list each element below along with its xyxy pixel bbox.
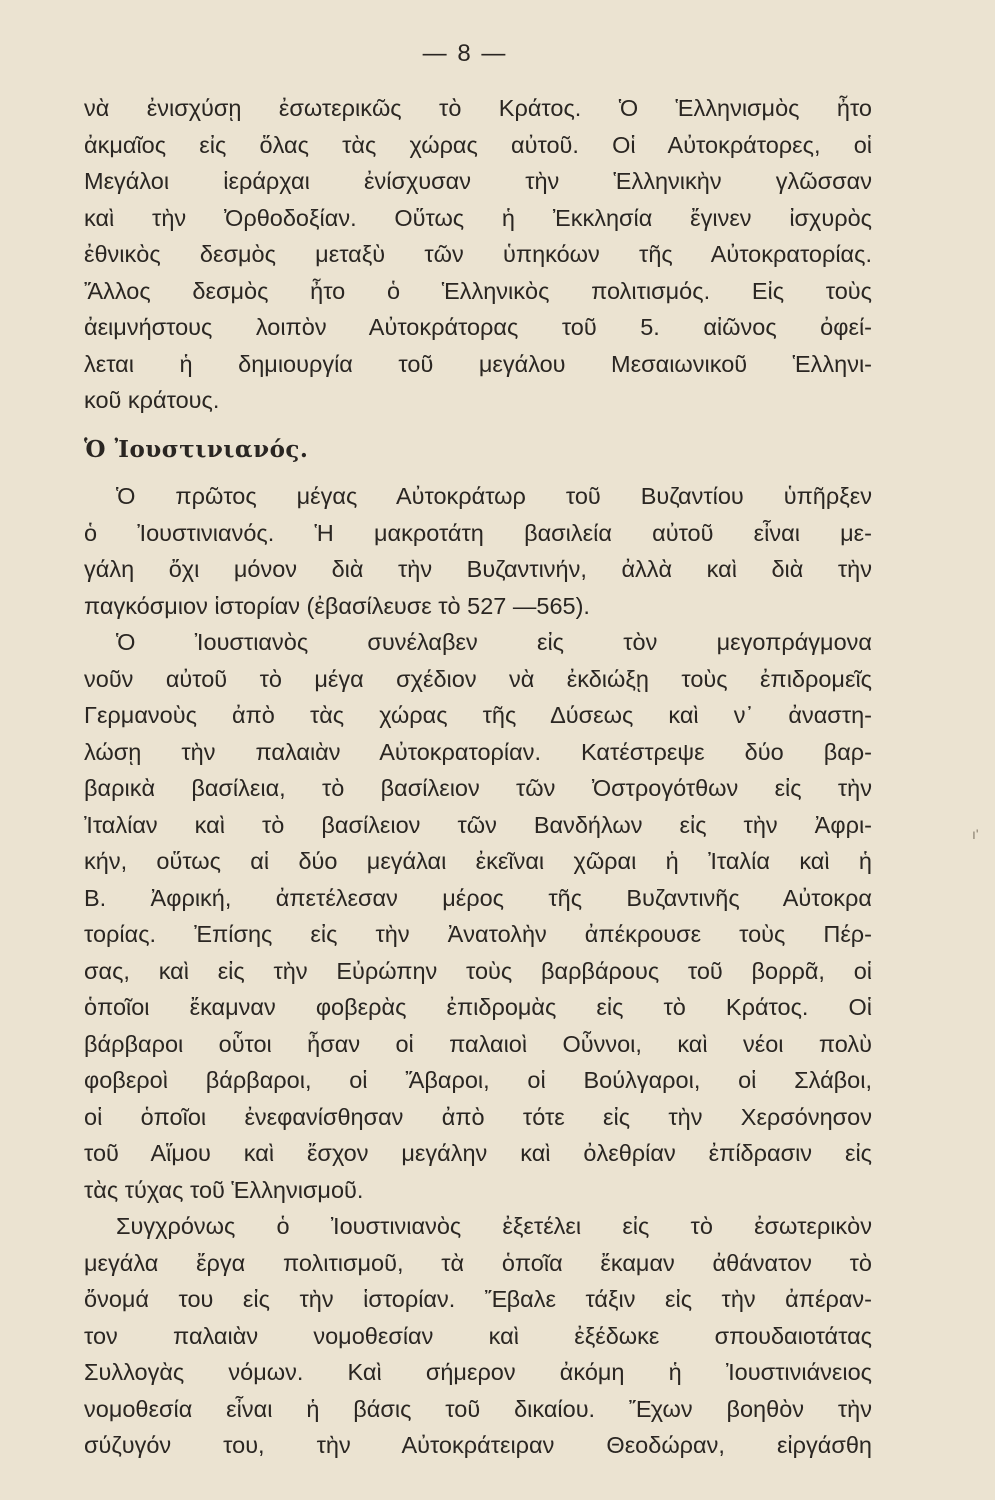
text-line: βαρικὰ βασίλεια, τὸ βασίλειον τῶν Ὀστρογότθων εἰς τὴν <box>84 775 872 801</box>
text-line: Μεγάλοι ἱεράρχαι ἐνίσχυσαν τὴν Ἑλληνικὴν γλῶσσαν <box>84 168 872 194</box>
text-line: Ἰταλίαν καὶ τὸ βασίλειον τῶν Βανδήλων εἰς τὴν Ἀφρι- <box>84 811 872 838</box>
text-line: νομοθεσία εἶναι ἡ βάσις τοῦ δικαίου. Ἔχων βοηθὸν τὴν <box>84 1395 872 1422</box>
paragraph-2 <box>84 478 872 624</box>
text-line: νοῦν αὐτοῦ τὸ μέγα σχέδιον νὰ ἐκδιώξῃ τοὺς ἐπιδρομεῖς <box>84 665 872 692</box>
text-line: οἱ ὁποῖοι ἐνεφανίσθησαν ἀπὸ τότε εἰς τὴν Χερσόνησον <box>84 1103 872 1130</box>
text-line: βάρβαροι οὗτοι ἦσαν οἱ παλαιοὶ Οὖννοι, καὶ νέοι πολὺ <box>84 1030 872 1057</box>
text-line: ὁποῖοι ἔκαμναν φοβερὰς ἐπιδρομὰς εἰς τὸ Κράτος. Οἱ <box>84 994 872 1020</box>
text-line: ἀειμνήστους λοιπὸν Αὐτοκράτορας τοῦ 5. αἰῶνος ὀφεί- <box>84 314 872 340</box>
text-line: τορίας. Ἐπίσης εἰς τὴν Ἀνατολὴν ἀπέκρουσε τοὺς Πέρ- <box>84 921 872 947</box>
text-line: Συγχρόνως ὁ Ἰουστινιανὸς ἐξετέλει εἰς τὸ ἐσωτερικὸν <box>116 1213 872 1239</box>
text-line: φοβεροὶ βάρβαροι, οἱ Ἄβαροι, οἱ Βούλγαροι, οἱ Σλάβοι, <box>84 1067 872 1093</box>
paragraph-4 <box>84 1208 872 1464</box>
page-number: — 8 — <box>422 40 508 67</box>
text-line: Β. Ἀφρική, ἀπετέλεσαν μέρος τῆς Βυζαντινῆς Αὐτοκρα <box>84 884 872 911</box>
text-line: λώσῃ τὴν παλαιὰν Αὐτοκρατορίαν. Κατέστρεψε δύο βαρ- <box>84 738 872 765</box>
text-line: Ὁ πρῶτος μέγας Αὐτοκράτωρ τοῦ Βυζαντίου ὑπῆρξεν <box>116 483 872 509</box>
text-line: σύζυγόν του, τὴν Αὐτοκράτειραν Θεοδώραν, εἰργάσθη <box>84 1432 872 1458</box>
text-line: κήν, οὕτως αἱ δύο μεγάλαι ἐκεῖναι χῶραι ἡ Ἰταλία καὶ ἡ <box>84 848 872 874</box>
text-line: ὁ Ἰουστινιανός. Ἡ μακροτάτη βασιλεία αὐτοῦ εἶναι με- <box>84 519 872 546</box>
text-line: Γερμανοὺς ἀπὸ τὰς χώρας τῆς Δύσεως καὶ ν᾽ ἀναστη- <box>84 702 872 728</box>
text-line: κοῦ κράτους. <box>84 387 220 413</box>
paragraph-1 <box>84 90 872 419</box>
text-line: τοῦ Αἵμου καὶ ἔσχον μεγάλην καὶ ὀλεθρίαν ἐπίδρασιν εἰς <box>84 1140 872 1166</box>
section-heading: Ὁ Ἰουστινιανός. <box>84 436 309 463</box>
text-line: ἀκμαῖος εἰς ὅλας τὰς χώρας αὐτοῦ. Οἱ Αὐτοκράτορες, οἱ <box>84 131 872 158</box>
text-line: νὰ ἐνισχύσῃ ἐσωτερικῶς τὸ Κράτος. Ὁ Ἑλληνισμὸς ἦτο <box>84 95 872 121</box>
text-line: τὰς τύχας τοῦ Ἑλληνισμοῦ. <box>84 1176 364 1203</box>
text-line: Ὁ Ἰουστιανὸς συνέλαβεν εἰς τὸν μεγοπράγμονα <box>116 629 872 655</box>
text-line: Ἄλλος δεσμὸς ἦτο ὁ Ἑλληνικὸς πολιτισμός. Εἰς τοὺς <box>84 277 872 304</box>
text-line: λεται ἡ δημιουργία τοῦ μεγάλου Μεσαιωνικοῦ Ἑλληνι- <box>84 350 872 377</box>
text-line: τον παλαιὰν νομοθεσίαν καὶ ἐξέδωκε σπουδαιοτάτας <box>84 1322 872 1349</box>
text-line: σας, καὶ εἰς τὴν Εὐρώπην τοὺς βαρβάρους τοῦ βορρᾶ, οἱ <box>84 957 872 984</box>
text-line: καὶ τὴν Ὀρθοδοξίαν. Οὕτως ἡ Ἐκκλησία ἔγινεν ἰσχυρὸς <box>84 204 872 231</box>
text-line: γάλη ὄχι μόνον διὰ τὴν Βυζαντινήν, ἀλλὰ καὶ διὰ τὴν <box>84 556 872 582</box>
paragraph-3 <box>84 624 872 1208</box>
margin-mark: ı' <box>972 826 979 842</box>
text-line: ἐθνικὸς δεσμὸς μεταξὺ τῶν ὑπηκόων τῆς Αὐτοκρατορίας. <box>84 241 872 267</box>
text-line: ὄνομά του εἰς τὴν ἱστορίαν. Ἔβαλε τάξιν εἰς τὴν ἀπέραν- <box>84 1286 872 1312</box>
text-line: παγκόσμιον ἱστορίαν (ἐβασίλευσε τὸ 527 —565). <box>84 592 590 619</box>
text-line: Συλλογὰς νόμων. Καὶ σήμερον ἀκόμη ἡ Ἰουστινιάνειος <box>84 1359 872 1385</box>
text-line: μεγάλα ἔργα πολιτισμοῦ, τὰ ὁποῖα ἔκαμαν ἀθάνατον τὸ <box>84 1249 872 1276</box>
